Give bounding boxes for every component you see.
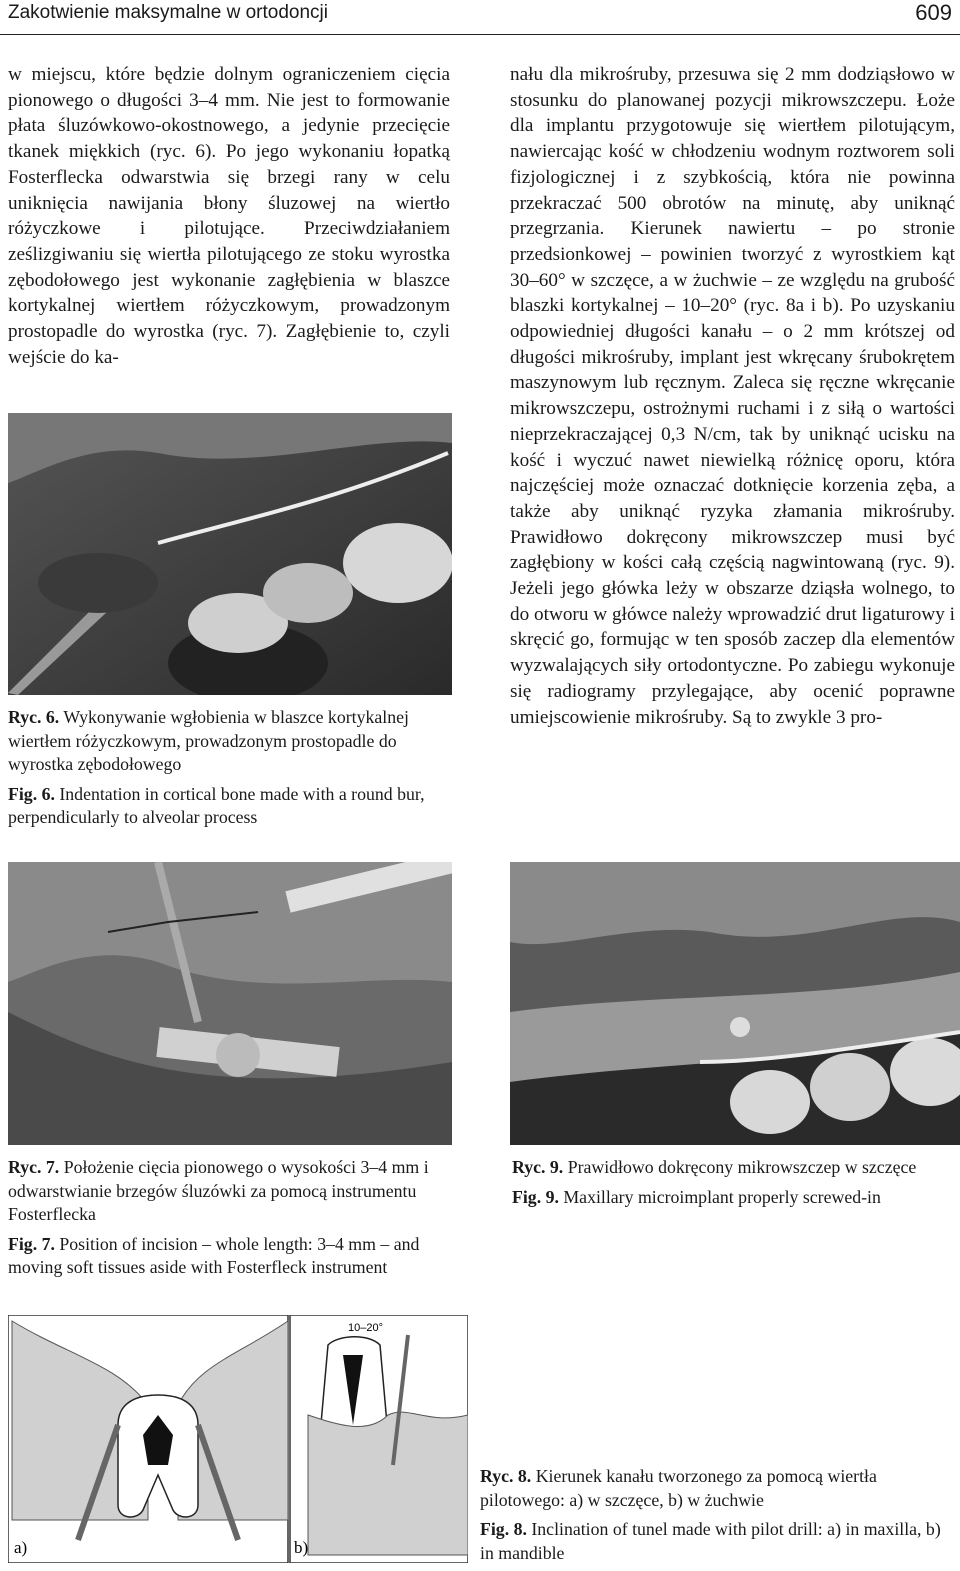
figure-8-caption	[480, 1465, 950, 1571]
body-text-left-column	[8, 62, 450, 370]
fig7-pl-text: Położenie cięcia pionowego o wysokości 3–4 mm i odwarstwianie brzegów śluzówki za pomocą instrumentu Fosterflecka	[8, 1157, 429, 1224]
page-number: 609	[915, 0, 952, 25]
figure-9-caption	[512, 1156, 952, 1215]
fig7-en-label: Fig. 7.	[8, 1233, 55, 1254]
body-paragraph-left: w miejscu, które będzie dolnym ograniczeniem cięcia pionowego o długości 3–4 mm. Nie jest to formowanie płata śluzówkowo-okostnowego, a jedynie przecięcie tkanek miękkich (ryc. 6). Po jego wykonaniu łopatką Fosterflecka odwarstwia się brzegi rany w celu uniknięcia nawijania błony śluzowej na wiertło różyczkowe i pilotujące. Przeciwdziałaniem ześlizgiwaniu się wiertła pilotującego ze stoku wyrostka zębodołowego jest wykonanie zagłębienia w blaszce kortykalnej wiertłem różyczkowym, prowadzonym prostopadle do wyrostka (ryc. 7). Zagłębienie to, czyli wejście do ka-	[8, 64, 450, 368]
fig8-pl-text: Kierunek kanału tworzonego za pomocą wiertła pilotowego: a) w szczęce, b) w żuchwie	[480, 1466, 877, 1510]
fig9-en-text: Maxillary microimplant properly screwed-in	[563, 1186, 881, 1207]
fig9-en-label: Fig. 9.	[512, 1186, 559, 1207]
fig8-en-label: Fig. 8.	[480, 1519, 527, 1539]
figure-6-photo	[8, 413, 452, 695]
fig6-pl-label: Ryc. 6.	[8, 707, 60, 727]
fig6-en-text: Indentation in cortical bone made with a round bur, perpendicularly to alveolar process	[8, 783, 425, 827]
fig7-en-text: Position of incision – whole length: 3–4 mm – and moving soft tissues aside with Fosterfleck instrument	[8, 1233, 420, 1277]
fig7-pl-label: Ryc. 7.	[8, 1157, 60, 1177]
fig6-pl-text: Wykonywanie wgłobienia w blaszce kortykalnej wiertłem różyczkowym, prowadzonym prostopadle do wyrostka zębodołowego	[8, 707, 409, 774]
fig6-en-label: Fig. 6.	[8, 783, 55, 804]
mandible-bone-b	[308, 1412, 468, 1555]
fig9-pl-label: Ryc. 9.	[512, 1157, 564, 1177]
fig9-pl-text: Prawidłowo dokręcony mikrowszczep w szczęce	[567, 1157, 917, 1177]
figure-6-caption	[8, 706, 452, 836]
angle-label: 10–20°	[348, 1322, 383, 1334]
body-paragraph-right: nału dla mikrośruby, przesuwa się 2 mm dodziąsłowo w stosunku do planowanej pozycji mikrowszczepu. Łoże dla implantu przygotowuje się wiertłem pilotującym, nawiercając kość w chłodzeniu wodnym roztworem soli fizjologicznej i z szybkością, która nie powinna przekraczać 500 obrotów na minutę, aby uniknąć przegrzania. Kierunek nawiertu – po stronie przedsionkowej – powinien tworzyć z wyrostkiem kąt 30–60° w szczęce, a w żuchwie – ze względu na grubość blaszki kortykalnej – 10–20° (ryc. 8a i b). Po uzyskaniu odpowiedniej długości kanału – o 2 mm krótszej od długości mikrośruby, implant jest wkręcany śrubokrętem maszynowym lub ręcznym. Zaleca się ręczne wkręcanie mikrowszczepu, ostrożnymi ruchami i z siłą o wartości nieprzekraczającej 0,3 N/cm, tak by uniknąć ucisku na kość i wyczuć nawet niewielką różnicę oporu, która najczęściej może oznaczać dotknięcie korzenia zęba, a także aby uniknąć ryzyka złamania mikrośruby. Prawidłowo dokręcony mikrowszczep musi być zagłębiony w kości całą częścią nagwintowaną (ryc. 9). Jeżeli jego główka leży w obszarze dziąsła wolnego, to do otworu w główce należy wprowadzić drut ligaturowy i skręcić go, formując w ten sposób zaczep dla elementów wyzwalających siły ortodontyczne. Po zabiegu wykonuje się radiogramy przylegające, aby ocenić poprawne umiejscowienie mikrośruby. Są to zwykle 3 pro-	[510, 64, 955, 728]
running-title: Zakotwienie maksymalne w ortodoncji	[8, 2, 328, 23]
tooth-diagrams	[8, 1315, 468, 1563]
body-text-right-column	[510, 62, 955, 730]
fig8-en-text: Inclination of tunel made with pilot drill: a) in maxilla, b) in mandible	[480, 1519, 941, 1563]
panel-b-label: b)	[294, 1538, 309, 1557]
fig8-pl-label: Ryc. 8.	[480, 1466, 532, 1486]
running-header	[0, 0, 960, 35]
figure-8-diagram	[8, 1315, 468, 1563]
panel-a-label: a)	[14, 1538, 28, 1557]
figure-7-caption	[8, 1156, 458, 1286]
figure-7-photo	[8, 862, 452, 1145]
figure-9-photo	[510, 862, 960, 1145]
